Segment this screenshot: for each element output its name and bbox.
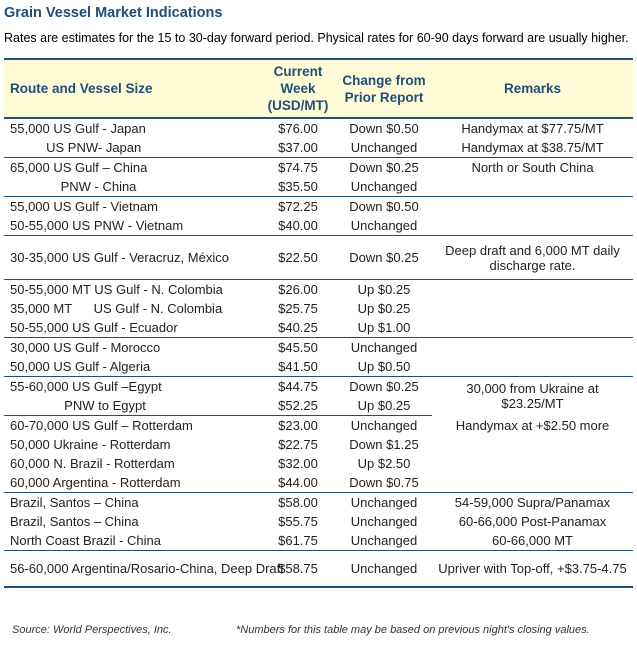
route-cell: 50-55,000 MT US Gulf - N. Colombia [10,282,223,297]
remarks-cell: Upriver with Top-off, +$3.75-4.75 [432,551,633,587]
rate-cell: $74.75 [278,160,318,175]
table-row [4,454,633,473]
rate-cell: $52.25 [260,396,336,416]
remarks-cell: Handymax at +$2.50 more [455,417,610,433]
change-cell: Down $1.25 [349,437,419,452]
remarks-cell [432,280,633,300]
change-cell: Up $0.25 [357,282,411,297]
change-cell: Down $0.25 [336,236,432,280]
remarks-cell [432,454,633,473]
header-route: Route and Vessel Size [4,59,260,118]
route-cell: 65,000 US Gulf – China [10,160,148,175]
table-row [4,435,633,454]
rate-cell: $76.00 [278,121,318,136]
route-cell: Brazil, Santos – China [10,514,139,529]
change-cell: Unchanged [350,495,418,510]
table-row [4,158,633,178]
table-row [4,473,633,493]
change-cell: Up $0.25 [357,301,411,316]
rate-cell: $58.00 [278,495,318,510]
rate-cell: $22.50 [260,236,336,280]
rate-cell: $44.75 [278,379,318,394]
remarks-cell [432,435,633,454]
header-change [336,59,432,118]
remarks-cell: Deep draft and 6,000 MT daily discharge rate. [432,236,633,280]
rates-table [4,58,633,588]
rate-cell: $32.00 [278,456,318,471]
route-cell: 50-55,000 US PNW - Vietnam [4,216,260,236]
rate-cell: $61.75 [260,531,336,551]
remarks-cell: 30,000 from Ukraine at $23.25/MT [466,381,599,412]
remarks-cell [432,216,633,236]
rate-cell: $41.50 [260,357,336,377]
table-row [4,338,633,358]
header-change-line-1: Change from [342,72,426,88]
header-remarks: Remarks [432,59,633,118]
table-row [4,197,633,217]
remarks-cell [432,177,633,197]
table-row [4,118,633,138]
table-row [4,377,633,397]
change-cell: Down $0.75 [336,473,432,493]
change-cell: Unchanged [336,551,432,587]
change-cell: Down $0.25 [349,160,419,175]
route-cell: Brazil, Santos – China [10,495,139,510]
route-cell: North Coast Brazil - China [4,531,260,551]
remarks-cell: 54-59,000 Supra/Panamax [454,495,611,510]
remarks-cell [432,299,633,318]
route-cell: 60-70,000 US Gulf – Rotterdam [10,418,193,433]
table-row [4,531,633,551]
remarks-cell: Handymax at $38.75/MT [432,138,633,158]
header-change-line-2: Prior Report [344,89,424,105]
rate-cell: $40.25 [260,318,336,338]
header-current-line-2: Week [280,81,316,96]
route-cell: 50,000 US Gulf - Algeria [4,357,260,377]
rate-cell: $55.75 [278,514,318,529]
change-cell: Unchanged [350,340,418,355]
route-cell: 56-60,000 Argentina/Rosario-China, Deep Draft [4,551,260,587]
remarks-cell [432,197,633,217]
rate-cell: $45.50 [278,340,318,355]
table-row [4,138,633,158]
rate-cell: $44.00 [260,473,336,493]
table-row [4,177,633,197]
page-subtitle: Rates are estimates for the 15 to 30-day forward period. Physical rates for 60-90 days forward are usually higher. [4,31,629,45]
footnote: *Numbers for this table may be based on previous night's closing values. [236,624,590,636]
change-cell: Up $2.50 [357,456,411,471]
change-cell: Up $0.25 [336,396,432,416]
change-cell: Up $1.00 [336,318,432,338]
remarks-cell: 60-66,000 MT [432,531,633,551]
rate-cell: $35.50 [260,177,336,197]
header-current-line-3: (USD/MT) [267,98,329,113]
table-row [4,357,633,377]
route-cell: 35,000 MT US Gulf - N. Colombia [10,301,223,316]
rate-cell: $26.00 [278,282,318,297]
table-row [4,280,633,300]
rate-cell: $25.75 [278,301,318,316]
change-cell: Unchanged [336,216,432,236]
header-current [260,59,336,118]
table-row [4,236,633,280]
change-cell: Unchanged [336,177,432,197]
rate-cell: $40.00 [260,216,336,236]
table-row [4,299,633,318]
rate-cell: $23.00 [278,418,318,433]
route-cell: 50-55,000 US Gulf - Ecuador [4,318,260,338]
remarks-cell [432,357,633,377]
change-cell: Up $0.50 [336,357,432,377]
source-note: Source: World Perspectives, Inc. [12,624,172,636]
table-row [4,551,633,587]
table-row [4,318,633,338]
change-cell: Unchanged [336,531,432,551]
change-cell: Down $0.25 [349,379,419,394]
table-body [4,118,633,587]
remarks-cell [432,473,633,493]
remarks-cell: 60-66,000 Post-Panamax [458,514,607,529]
rate-cell: $58.75 [260,551,336,587]
table-row [4,416,633,436]
route-cell: 30,000 US Gulf - Morocco [10,340,161,355]
route-cell: US PNW- Japan [4,138,260,158]
route-cell: PNW - China [4,177,260,197]
remarks-cell [432,318,633,338]
remarks-cell: North or South China [471,160,594,175]
rate-cell: $37.00 [260,138,336,158]
rate-cell: $72.25 [278,199,318,214]
page-title: Grain Vessel Market Indications [4,5,223,21]
table-row [4,216,633,236]
route-cell: 55,000 US Gulf - Japan [10,121,146,136]
table-row [4,493,633,513]
change-cell: Down $0.50 [349,199,419,214]
change-cell: Unchanged [336,138,432,158]
table-row [4,512,633,531]
route-cell: 60,000 N. Brazil - Rotterdam [10,456,175,471]
route-cell: 55-60,000 US Gulf –Egypt [10,379,162,394]
route-cell: 55,000 US Gulf - Vietnam [10,199,158,214]
remarks-cell: Handymax at $77.75/MT [461,121,604,136]
route-cell: PNW to Egypt [4,396,260,416]
header-current-line-1: Current [273,64,323,79]
rate-cell: $22.75 [278,437,318,452]
route-cell: 50,000 Ukraine - Rotterdam [10,437,171,452]
route-cell: 30-35,000 US Gulf - Veracruz, México [4,236,260,280]
change-cell: Down $0.50 [349,121,419,136]
table-header-row [4,59,633,118]
route-cell: 60,000 Argentina - Rotterdam [4,473,260,493]
change-cell: Unchanged [350,418,418,433]
remarks-cell [432,338,633,358]
change-cell: Unchanged [350,514,418,529]
